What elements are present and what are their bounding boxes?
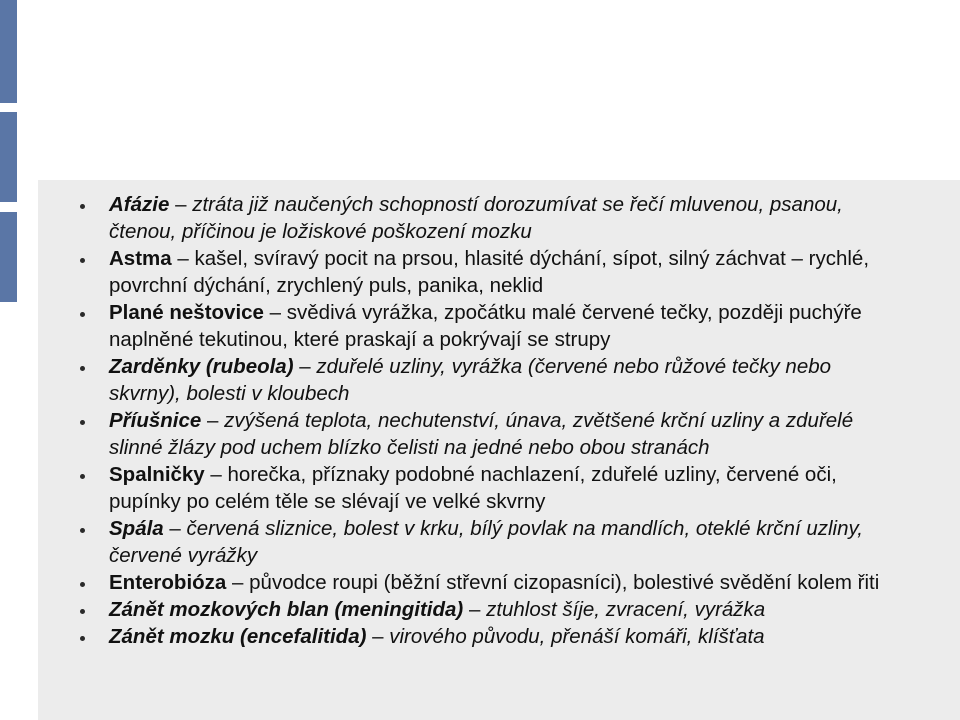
bullet-icon	[80, 636, 85, 641]
disease-term: Afázie	[109, 193, 170, 216]
dash-separator: –	[175, 193, 193, 216]
bullet-icon	[80, 528, 85, 533]
decorative-stripe	[0, 0, 17, 103]
list-item	[72, 191, 902, 245]
disease-list	[72, 191, 902, 650]
disease-term: Zarděnky (rubeola)	[109, 355, 294, 378]
dash-separator: –	[299, 355, 317, 378]
disease-term: Plané neštovice	[109, 301, 264, 324]
disease-description: ztráta již naučených schopností dorozumívat se řečí mluvenou, psanou, čtenou, příčinou je ložiskové poškození mozku	[109, 193, 843, 243]
disease-term: Spála	[109, 517, 164, 540]
bullet-icon	[80, 366, 85, 371]
dash-separator: –	[210, 463, 228, 486]
bullet-icon	[80, 204, 85, 209]
bullet-icon	[80, 258, 85, 263]
disease-description: virového původu, přenáší komáři, klíšťata	[389, 625, 765, 648]
disease-term: Spalničky	[109, 463, 205, 486]
disease-term: Příušnice	[109, 409, 202, 432]
list-item	[72, 515, 902, 569]
dash-separator: –	[169, 517, 187, 540]
decorative-stripe	[0, 212, 17, 302]
bullet-icon	[80, 312, 85, 317]
disease-description: kašel, svíravý pocit na prsou, hlasité dýchání, sípot, silný záchvat – rychlé, povrchní dýchání, zrychlený puls, panika, neklid	[109, 247, 870, 297]
list-item	[72, 623, 902, 650]
dash-separator: –	[177, 247, 195, 270]
dash-separator: –	[207, 409, 225, 432]
list-item	[72, 353, 902, 407]
bullet-icon	[80, 420, 85, 425]
list-item	[72, 596, 902, 623]
list-item	[72, 407, 902, 461]
bullet-icon	[80, 474, 85, 479]
disease-description: původce roupi (běžní střevní cizopasníci), bolestivé svědění kolem řiti	[249, 571, 880, 594]
disease-description: zvýšená teplota, nechutenství, únava, zvětšené krční uzliny a zduřelé slinné žlázy pod uchem blízko čelisti na jedné nebo obou stranách	[109, 409, 854, 459]
dash-separator: –	[468, 598, 487, 621]
dash-separator: –	[269, 301, 287, 324]
list-item	[72, 461, 902, 515]
list-item	[72, 245, 902, 299]
dash-separator: –	[232, 571, 250, 594]
disease-term: Enterobióza	[109, 571, 227, 594]
list-item	[72, 299, 902, 353]
disease-description: červená sliznice, bolest v krku, bílý povlak na mandlích, oteklé krční uzliny, červené vyrážky	[109, 517, 863, 567]
disease-description: svědivá vyrážka, zpočátku malé červené tečky, později puchýře naplněné tekutinou, které praskají a pokrývají se strupy	[109, 301, 862, 351]
disease-term: Zánět mozkových blan (meningitida)	[109, 598, 464, 621]
dash-separator: –	[372, 625, 390, 648]
disease-description: zduřelé uzliny, vyrážka (červené nebo růžové tečky nebo skvrny), bolesti v kloubech	[109, 355, 832, 405]
decorative-stripe	[0, 112, 17, 202]
bullet-icon	[80, 582, 85, 587]
disease-term: Astma	[109, 247, 172, 270]
disease-term: Zánět mozku (encefalitida)	[109, 625, 367, 648]
disease-description: horečka, příznaky podobné nachlazení, zduřelé uzliny, červené oči, pupínky po celém těle se slévají ve velké skvrny	[109, 463, 837, 513]
bullet-icon	[80, 609, 85, 614]
list-item	[72, 569, 902, 596]
disease-description: ztuhlost šíje, zvracení, vyrážka	[486, 598, 766, 621]
